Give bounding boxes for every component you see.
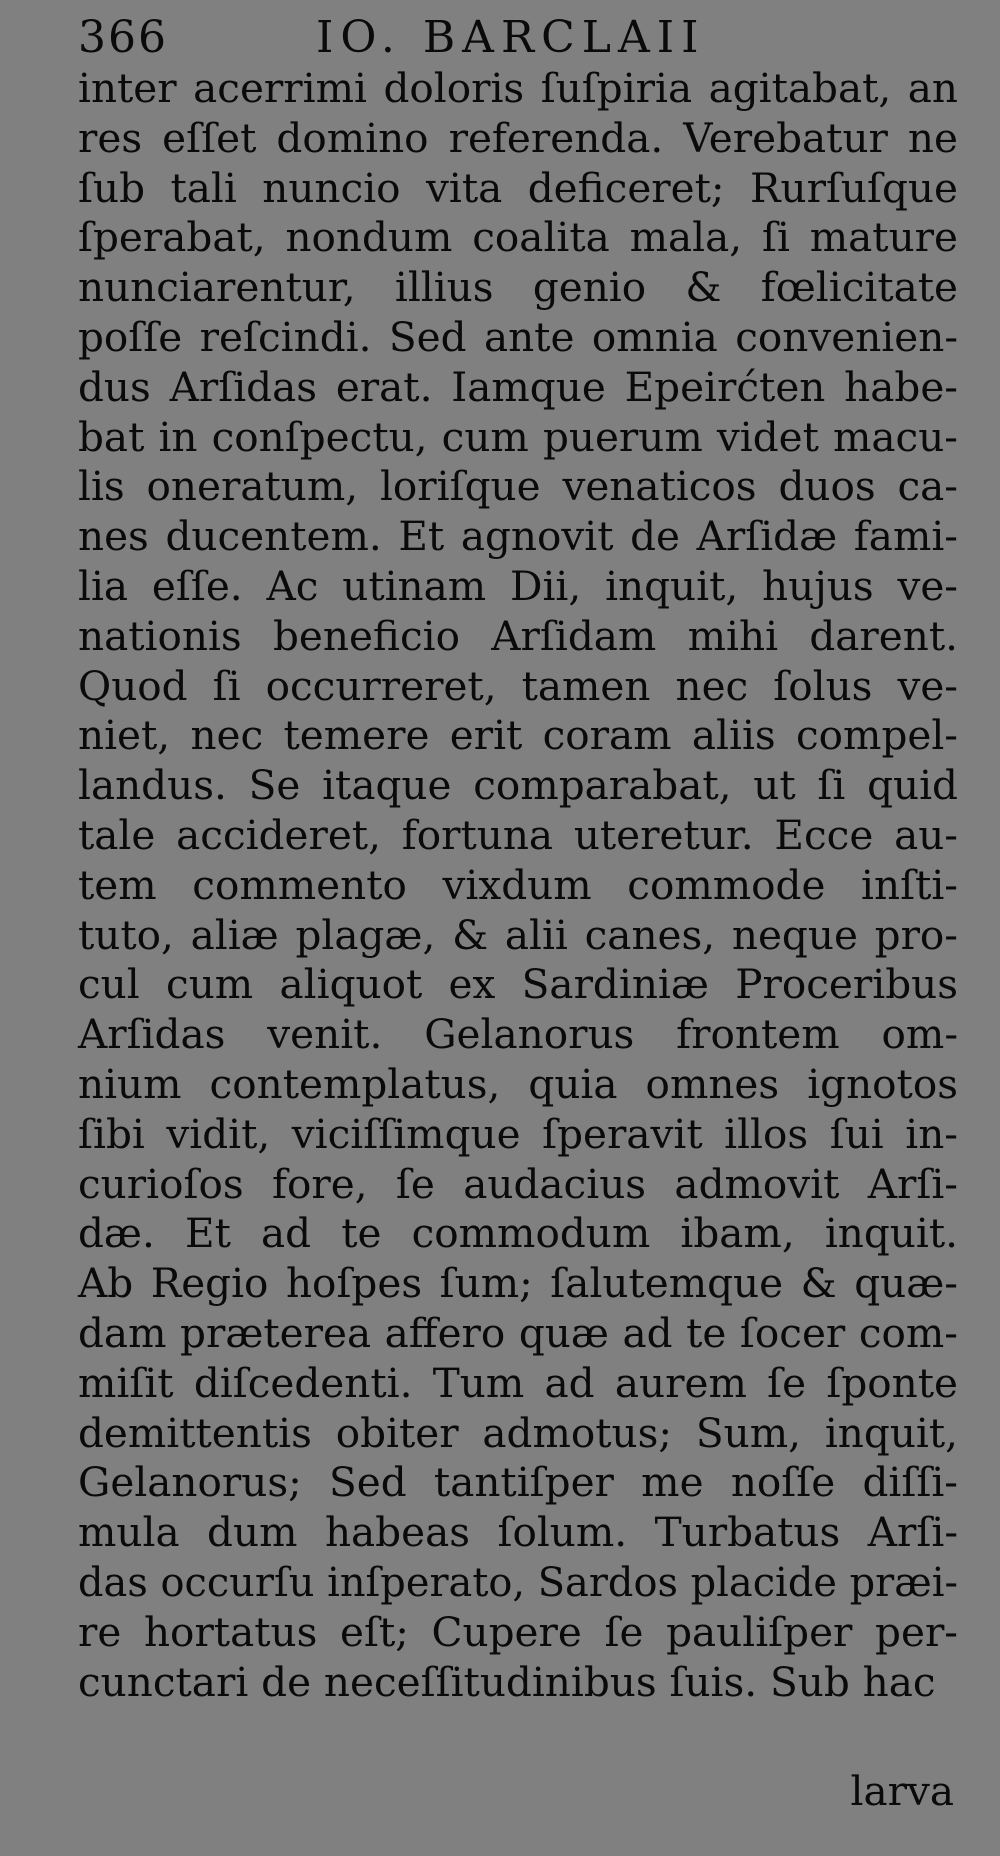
running-head: IO. BARCLAII bbox=[316, 12, 706, 63]
catchword: larva bbox=[850, 1767, 954, 1815]
text-line: dæ. Et ad te commodum ibam, inquit. bbox=[78, 1209, 958, 1258]
text-line: ſibi vidit, viciſſimque ſperavit illos ſui in- bbox=[78, 1109, 958, 1158]
text-line: dam præterea affero quæ ad te ſocer com- bbox=[78, 1308, 958, 1357]
text-line: niet, nec temere erit coram aliis compel- bbox=[78, 711, 958, 760]
text-line: ſperabat, nondum coalita mala, ſi mature bbox=[78, 213, 958, 262]
text-line: Quod ſi occurreret, tamen nec ſolus ve- bbox=[78, 661, 958, 710]
text-line: inter acerrimi doloris ſuſpiria agitabat, an bbox=[78, 64, 958, 112]
text-line: lia eſſe. Ac utinam Dii, inquit, hujus ve- bbox=[78, 561, 958, 610]
text-line: miſit diſcedenti. Tum ad aurem ſe ſponte bbox=[78, 1358, 958, 1407]
text-line: bat in conſpectu, cum puerum videt macu- bbox=[78, 412, 958, 461]
text-line: mula dum habeas ſolum. Turbatus Arſi- bbox=[78, 1508, 958, 1557]
text-line: lis oneratum, loriſque venaticos duos ca- bbox=[78, 462, 958, 511]
page-header bbox=[78, 8, 938, 68]
text-line: Ab Regio hoſpes ſum; ſalutemque & quæ- bbox=[78, 1259, 958, 1308]
text-line: cunctari de neceſſitudinibus ſuis. Sub hac bbox=[78, 1657, 936, 1706]
text-line: ſub tali nuncio vita deficeret; Rurſuſque bbox=[78, 163, 958, 212]
text-line: nes ducentem. Et agnovit de Arſidæ fami- bbox=[78, 512, 958, 561]
text-line: landus. Se itaque comparabat, ut ſi quid bbox=[78, 761, 958, 810]
text-line: res eſſet domino referenda. Verebatur ne bbox=[78, 113, 958, 162]
text-line: cul cum aliquot ex Sardiniæ Proceribus bbox=[78, 960, 958, 1009]
page-number: 366 bbox=[78, 12, 168, 63]
text-line: Gelanorus; Sed tantiſper me noſſe diſſi- bbox=[78, 1458, 958, 1507]
text-line: das occurſu inſperato, Sardos placide præi- bbox=[78, 1557, 958, 1606]
text-line: nium contemplatus, quia omnes ignotos bbox=[78, 1059, 958, 1108]
text-line: nunciarentur, illius genio & fœlicitate bbox=[78, 263, 958, 312]
text-line: poſſe reſcindi. Sed ante omnia convenien- bbox=[78, 312, 958, 361]
text-line: demittentis obiter admotus; Sum, inquit, bbox=[78, 1408, 958, 1457]
text-line: tem commento vixdum commode inſti- bbox=[78, 860, 958, 909]
text-line: re hortatus eſt; Cupere ſe pauliſper per- bbox=[78, 1607, 958, 1656]
text-line: Arſidas venit. Gelanorus frontem om- bbox=[78, 1010, 958, 1059]
text-line: curioſos fore, ſe audacius admovit Arſi- bbox=[78, 1159, 958, 1208]
text-line: nationis beneficio Arſidam mihi darent. bbox=[78, 611, 958, 660]
text-line: dus Arſidas erat. Iamque Epeirćten habe- bbox=[78, 362, 958, 411]
body-text bbox=[78, 64, 958, 1707]
text-line: tale accideret, fortuna uteretur. Ecce au- bbox=[78, 810, 958, 859]
text-line: tuto, aliæ plagæ, & alii canes, neque pro- bbox=[78, 910, 958, 959]
